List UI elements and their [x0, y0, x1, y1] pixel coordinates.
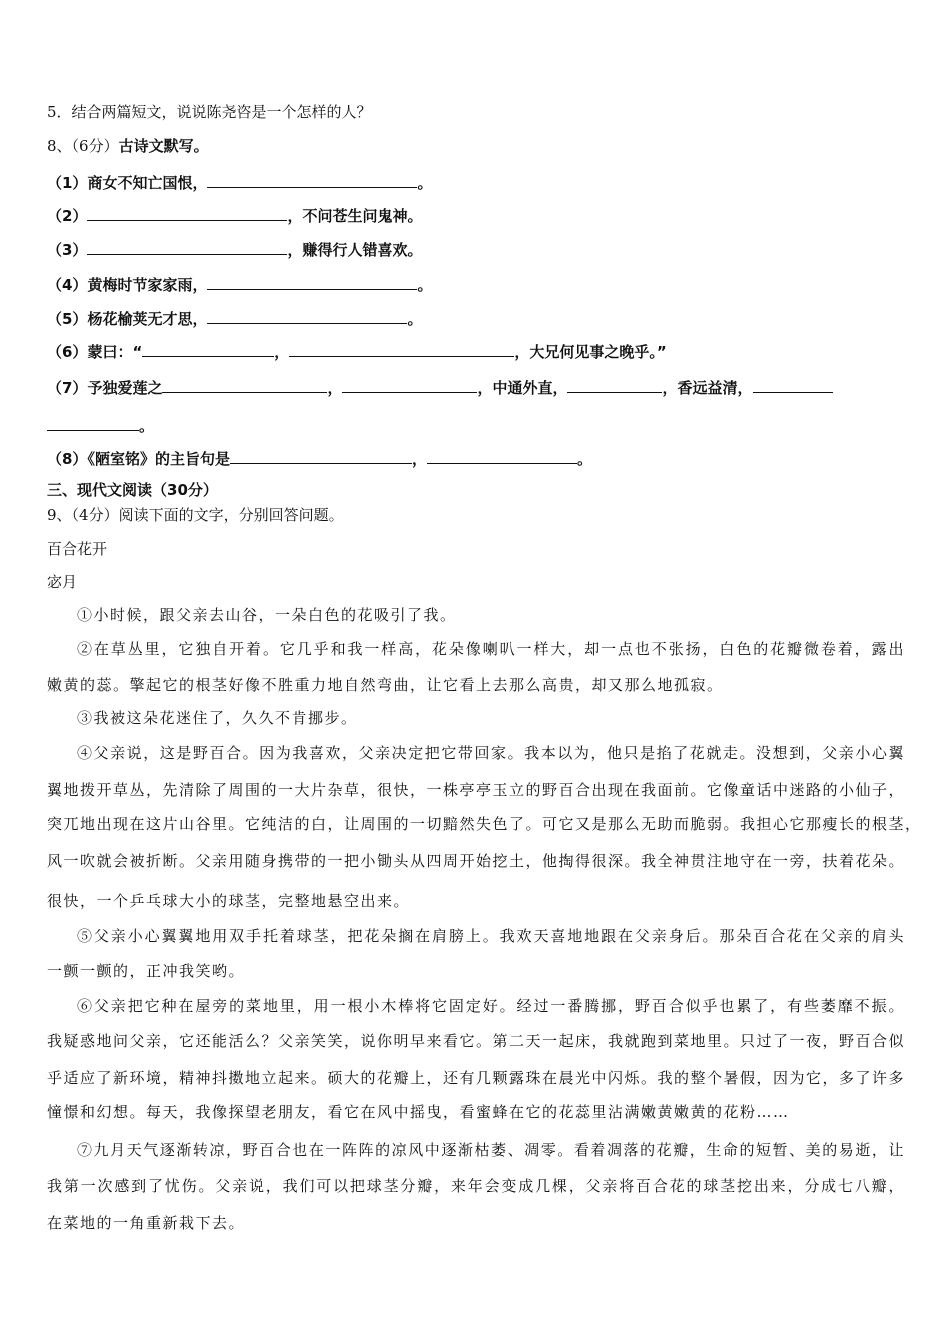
- poem-item-3: [47, 238, 422, 260]
- poem-item-7: [47, 376, 833, 398]
- answer-blank[interactable]: [87, 204, 287, 221]
- item-number: （4）: [47, 276, 88, 294]
- question-prefix: 8、（6分）: [47, 137, 119, 155]
- item-number: （7）: [47, 379, 88, 397]
- answer-blank[interactable]: [207, 273, 417, 290]
- item-text: ，: [411, 450, 427, 468]
- item-number: （8）: [47, 450, 88, 468]
- item-text: 黄梅时节家家雨，: [87, 276, 208, 294]
- question-5: 5．结合两篇短文，说说陈尧咨是一个怎样的人？: [47, 103, 372, 121]
- poem-item-6: [47, 340, 667, 362]
- item-text: ，中通外直，: [477, 379, 568, 397]
- answer-blank[interactable]: [230, 447, 412, 464]
- question-8-heading: [47, 136, 209, 156]
- item-text: ，赚得行人错喜欢。: [287, 241, 423, 259]
- item-text: 。: [417, 174, 433, 192]
- answer-blank[interactable]: [142, 340, 274, 357]
- article-line: 风一吹就会被折断。父亲用随身携带的一把小锄头从四周开始挖土，他掏得很深。我全神贯注地守在一旁，扶着花朵。: [47, 852, 906, 870]
- article-line: ③我被这朵花迷住了，久久不肯挪步。: [77, 709, 358, 727]
- poem-item-7-cont: [47, 414, 154, 436]
- article-line: 翼地拨开草丛，先清除了周围的一大片杂草，很快，一株亭亭玉立的野百合出现在我面前。它像童话中迷路的小仙子，: [47, 781, 906, 799]
- poem-item-2: [47, 204, 422, 226]
- item-text: ，不问苍生问鬼神。: [287, 207, 423, 225]
- article-line: 我疑惑地问父亲，它还能活么？父亲笑笑，说你明早来看它。第二天一起床，我就跑到菜地里。只过了一夜，野百合似: [47, 1032, 906, 1050]
- item-text: 。: [407, 310, 423, 328]
- poem-item-8: [47, 447, 592, 469]
- article-line: ⑦九月天气逐渐转凉，野百合也在一阵阵的凉风中逐渐枯萎、凋零。看着凋落的花瓣，生命的短暂、美的易逝，让: [77, 1141, 905, 1159]
- article-line: ②在草丛里，它独自开着。它几乎和我一样高，花朵像喇叭一样大，却一点也不张扬，白色的花瓣微卷着，露出: [77, 640, 905, 658]
- article-line: 在菜地的一角重新栽下去。: [47, 1214, 246, 1232]
- item-text: 予独爱莲之: [87, 379, 163, 397]
- article-line: 嫩黄的蕊。擎起它的根茎好像不胜重力地自然弯曲，让它看上去那么高贵，却又那么地孤寂。: [47, 676, 724, 694]
- item-text: ，: [274, 343, 290, 361]
- item-text: ，香远益清，: [662, 379, 753, 397]
- answer-blank[interactable]: [753, 376, 833, 393]
- poem-item-5: [47, 307, 422, 329]
- item-text: 。: [417, 276, 433, 294]
- item-number: （2）: [47, 207, 88, 225]
- article-line: 憧憬和幻想。每天，我像探望老朋友，看它在风中摇曳，看蜜蜂在它的花蕊里沾满嫩黄嫩黄的花粉……: [47, 1103, 790, 1121]
- poem-item-1: [47, 171, 432, 193]
- article-line: 很快，一个乒乓球大小的球茎，完整地悬空出来。: [47, 892, 411, 910]
- question-title: 古诗文默写。: [118, 137, 209, 155]
- section-heading: 三、现代文阅读（30分）: [47, 481, 218, 499]
- answer-blank[interactable]: [47, 414, 139, 431]
- item-text: 杨花榆荚无才思，: [87, 310, 208, 328]
- item-text: 《陋室铭》的主旨句是: [87, 450, 230, 468]
- article-line: 一颤一颤的，正冲我笑哟。: [47, 962, 246, 980]
- item-text: 商女不知亡国恨，: [87, 174, 208, 192]
- item-text: ，大兄何见事之晚乎。”: [514, 343, 667, 361]
- answer-blank[interactable]: [87, 238, 287, 255]
- item-text: 。: [139, 417, 155, 435]
- answer-blank[interactable]: [162, 376, 327, 393]
- poem-item-4: [47, 273, 432, 295]
- question-9: 9、（4分）阅读下面的文字，分别回答问题。: [47, 506, 344, 524]
- article-title: 百合花开: [47, 540, 108, 558]
- article-line: 乎适应了新环境，精神抖擞地立起来。硕大的花瓣上，还有几颗露珠在晨光中闪烁。我的整个暑假，因为它，多了许多: [47, 1069, 906, 1087]
- answer-blank[interactable]: [342, 376, 477, 393]
- item-number: （1）: [47, 174, 88, 192]
- article-line: ⑤父亲小心翼翼地用双手托着球茎，把花朵搁在肩膀上。我欢天喜地地跟在父亲身后。那朵百合花在父亲的肩头: [77, 927, 905, 945]
- answer-blank[interactable]: [207, 307, 407, 324]
- item-number: （6）: [47, 343, 88, 361]
- item-number: （3）: [47, 241, 88, 259]
- article-line: ⑥父亲把它种在屋旁的菜地里，用一根小木棒将它固定好。经过一番腾挪，野百合似乎也累了，有些萎靡不振。: [77, 997, 905, 1015]
- item-text: ，: [327, 379, 343, 397]
- article-line: 突兀地出现在这片山谷里。它纯洁的白，让周围的一切黯然失色了。可它又是那么无助而脆弱。我担心它那瘦长的根茎，: [47, 815, 922, 833]
- item-text: 。: [576, 450, 592, 468]
- answer-blank[interactable]: [207, 171, 417, 188]
- answer-blank[interactable]: [567, 376, 662, 393]
- article-line: ①小时候，跟父亲去山谷，一朵白色的花吸引了我。: [77, 606, 457, 624]
- item-number: （5）: [47, 310, 88, 328]
- article-line: 我第一次感到了忧伤。父亲说，我们可以把球茎分瓣，来年会变成几棵，父亲将百合花的球茎挖出来，分成七八瓣，: [47, 1177, 905, 1195]
- item-text: 蒙曰：“: [87, 343, 143, 361]
- answer-blank[interactable]: [427, 447, 577, 464]
- article-line: ④父亲说，这是野百合。因为我喜欢，父亲决定把它带回家。我本以为，他只是掐了花就走。没想到，父亲小心翼: [77, 744, 905, 762]
- article-author: 宓月: [47, 573, 78, 591]
- answer-blank[interactable]: [289, 340, 514, 357]
